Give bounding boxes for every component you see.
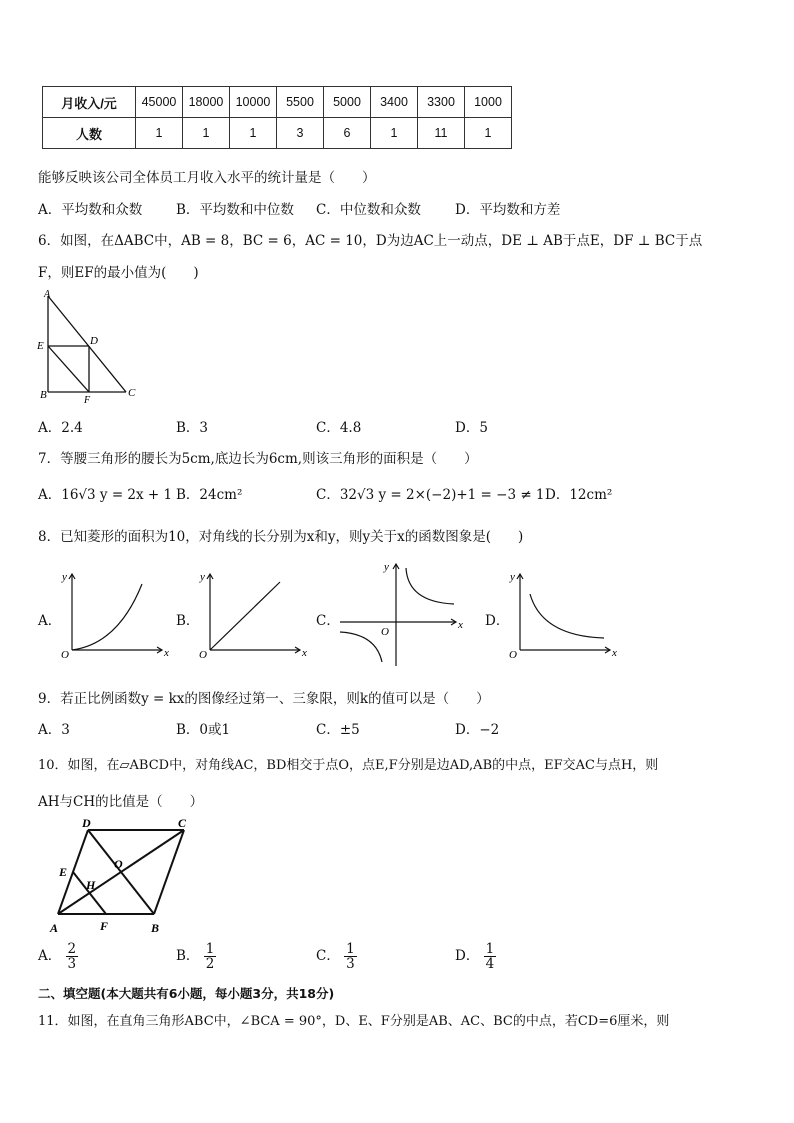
- table-row-income: [43, 87, 512, 118]
- q8a-x-label: x: [164, 647, 169, 659]
- table-cell: 1: [183, 118, 230, 149]
- q10-stem-line2: AH与CH的比值是（ ）: [38, 794, 204, 810]
- q6-triangle-figure: [36, 286, 146, 406]
- fraction-denominator: 2: [205, 956, 215, 973]
- q9-option-a: A．3: [38, 722, 70, 738]
- table-row-count: [43, 118, 512, 149]
- table-cell: 1000: [465, 87, 512, 118]
- q6-label-a: A: [44, 289, 51, 300]
- q5-option-d: D．平均数和方差: [455, 202, 561, 218]
- table-cell: 10000: [230, 87, 277, 118]
- q7-option-b: B．24cm²: [176, 487, 243, 503]
- q8-graph-c: [336, 558, 468, 670]
- q10-label-c: C: [178, 816, 187, 830]
- q10-option-c-letter: C．: [316, 948, 340, 965]
- q8d-x-label: x: [612, 647, 617, 659]
- q9-option-d: D．−2: [455, 722, 500, 738]
- q10-stem-line1: 10．如图，在▱ABCD中，对角线AC，BD相交于点O，点E,F分别是边AD,AB的中点，EF交AC与点H，则: [38, 758, 659, 773]
- fraction-denominator: 4: [485, 956, 495, 973]
- q8c-origin-label: O: [381, 626, 389, 638]
- q6-stem-line2: F，则EF的最小值为( ): [38, 265, 199, 281]
- q8-option-d-letter: D．: [485, 613, 510, 629]
- q9-option-c: C．±5: [316, 722, 360, 738]
- q8-graph-d: [506, 566, 624, 664]
- q8d-y-label: y: [510, 571, 515, 583]
- q10-label-d: D: [82, 816, 91, 830]
- table-cell: 18000: [183, 87, 230, 118]
- table-cell: 3: [277, 118, 324, 149]
- q8-option-a-letter: A．: [38, 613, 62, 629]
- q10-option-d-fraction: [484, 942, 497, 971]
- q10-option-b-letter: B．: [176, 948, 200, 965]
- table-cell: 5000: [324, 87, 371, 118]
- q6-option-b: B．3: [176, 420, 209, 436]
- q7-stem: 7．等腰三角形的腰长为5cm,底边长为6cm,则该三角形的面积是（ ）: [38, 451, 478, 467]
- q10-label-f: F: [100, 919, 109, 933]
- q10-parallelogram-figure: [46, 816, 206, 938]
- table-cell: 1: [465, 118, 512, 149]
- table-cell: 6: [324, 118, 371, 149]
- q10-label-b: B: [151, 921, 160, 935]
- q8c-x-label: x: [458, 619, 463, 631]
- table-header-income: 月收入/元: [43, 87, 136, 118]
- q5-option-b: B．平均数和中位数: [176, 202, 294, 218]
- table-cell: 5500: [277, 87, 324, 118]
- table-cell: 11: [418, 118, 465, 149]
- q6-label-d: D: [90, 335, 98, 347]
- fraction-denominator: 3: [346, 956, 355, 973]
- q7-option-a: A．16√3 y = 2x + 1: [38, 487, 173, 503]
- q10-option-a: [38, 942, 78, 971]
- q8d-origin-label: O: [509, 649, 517, 661]
- q5-stem: 能够反映该公司全体员工月收入水平的统计量是（ ）: [38, 170, 376, 186]
- table-cell: 3400: [371, 87, 418, 118]
- q6-option-d: D．5: [455, 420, 488, 436]
- q6-label-f: F: [84, 395, 91, 406]
- section-2-heading: 二、填空题(本大题共有6小题，每小题3分，共18分): [38, 986, 335, 1001]
- q10-option-d: [455, 942, 496, 971]
- income-table: [42, 86, 512, 149]
- fraction-numerator: 1: [346, 941, 355, 957]
- table-cell: 1: [230, 118, 277, 149]
- q8-graph-a: [58, 566, 176, 664]
- q8-option-c-letter: C．: [316, 613, 340, 629]
- q10-label-h: H: [86, 878, 96, 892]
- q8a-origin-label: O: [61, 649, 69, 661]
- q8-option-b-letter: B．: [176, 613, 200, 629]
- q7-option-d: D．12cm²: [545, 487, 613, 503]
- q8b-x-label: x: [302, 647, 307, 659]
- q8b-origin-label: O: [199, 649, 207, 661]
- q8c-y-label: y: [384, 561, 389, 573]
- q11-stem: 11．如图，在直角三角形ABC中，∠BCA = 90°，D、E、F分别是AB、AC、BC的中点，若CD=6厘米，则: [38, 1014, 670, 1029]
- fraction-numerator: 1: [205, 941, 215, 957]
- q10-option-b: [176, 942, 216, 971]
- q6-stem-line1: 6．如图，在ΔABC中，AB = 8，BC = 6，AC = 10，D为边AC上一动点，DE ⊥ AB于点E，DF ⊥ BC于点: [38, 233, 703, 249]
- q8a-y-label: y: [62, 571, 67, 583]
- q8-stem: 8．已知菱形的面积为10，对角线的长分别为x和y，则y关于x的函数图象是( ): [38, 529, 524, 545]
- fraction-numerator: 1: [485, 941, 495, 957]
- q10-label-e: E: [59, 865, 68, 879]
- q10-option-b-fraction: [204, 942, 217, 971]
- q5-option-c: C．中位数和众数: [316, 202, 421, 218]
- q6-label-c: C: [128, 387, 136, 399]
- q10-option-a-fraction: [66, 942, 79, 971]
- table-cell: 1: [136, 118, 183, 149]
- table-cell: 3300: [418, 87, 465, 118]
- q10-label-a: A: [50, 921, 59, 935]
- q6-label-b: B: [40, 389, 47, 401]
- q6-option-a: A．2.4: [38, 420, 83, 436]
- table-cell: 1: [371, 118, 418, 149]
- q10-label-o: O: [114, 857, 123, 871]
- fraction-numerator: 2: [67, 941, 77, 957]
- q8-graph-b: [196, 566, 314, 664]
- q5-option-a: A．平均数和众数: [38, 202, 143, 218]
- q10-option-c-fraction: [344, 942, 357, 971]
- q6-option-c: C．4.8: [316, 420, 362, 436]
- fraction-denominator: 3: [67, 956, 77, 973]
- q6-label-e: E: [37, 340, 44, 352]
- q8b-y-label: y: [200, 571, 205, 583]
- q7-option-c: C．32√3 y = 2×(−2)+1 = −3 ≠ 1: [316, 487, 545, 503]
- q9-option-b: B．0或1: [176, 722, 231, 738]
- q9-stem: 9．若正比例函数y = kx的图像经过第一、三象限，则k的值可以是（ ）: [38, 691, 490, 707]
- q10-option-a-letter: A．: [38, 948, 62, 965]
- q10-option-d-letter: D．: [455, 948, 480, 965]
- table-cell: 45000: [136, 87, 183, 118]
- q10-option-c: [316, 942, 357, 971]
- table-header-count: 人数: [43, 118, 136, 149]
